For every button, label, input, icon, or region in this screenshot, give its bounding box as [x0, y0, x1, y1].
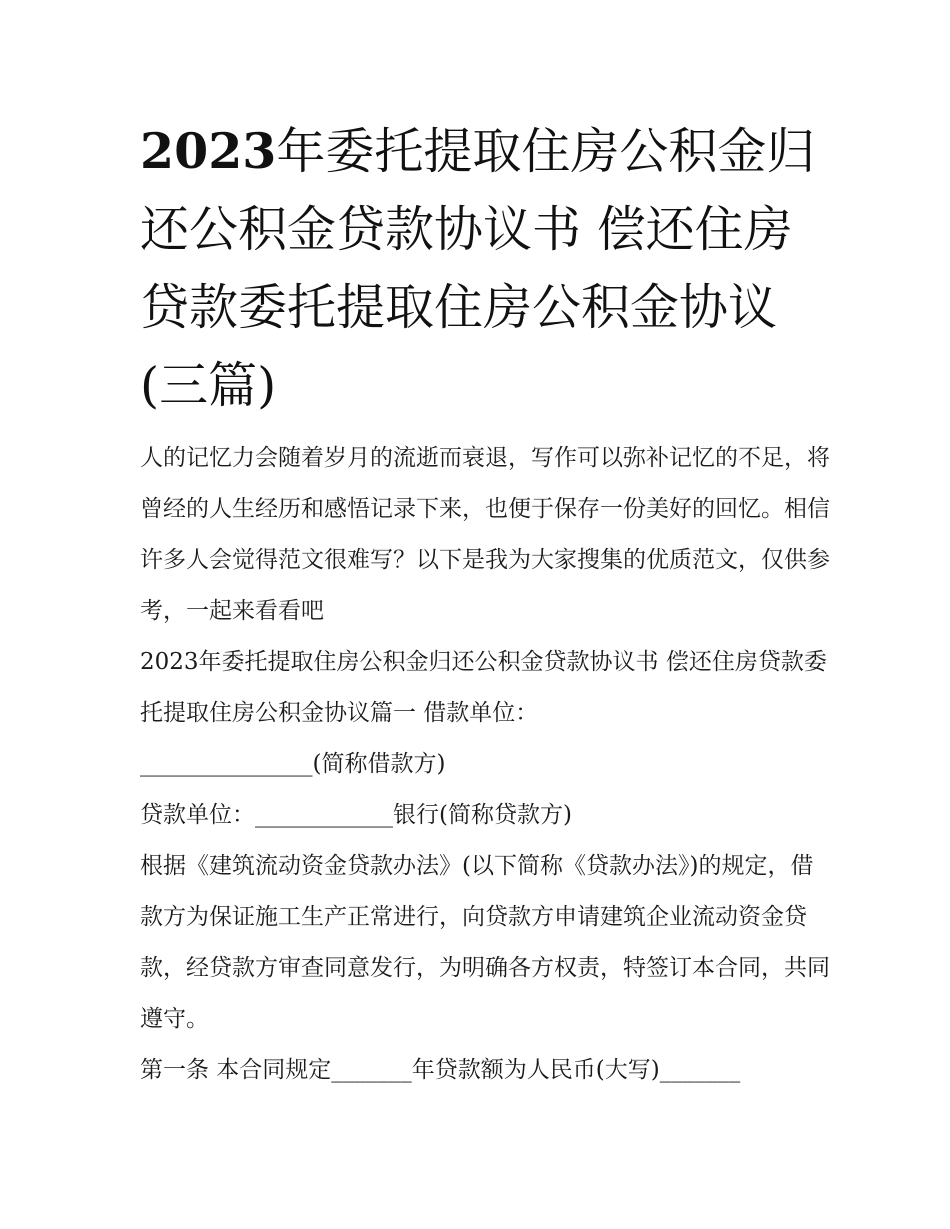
article-one-paragraph: 第一条 本合同规定_______年贷款额为人民币(大写)_______ [140, 1057, 741, 1083]
document-body [140, 433, 830, 1096]
basis-paragraph: 根据《建筑流动资金贷款办法》(以下简称《贷款办法》)的规定，借款方为保证施工生产正常进行，向贷款方申请建筑企业流动资金贷款，经贷款方审查同意发行，为明确各方权责，特签订本合同，共同遵守。 [140, 853, 830, 1032]
lender-line: 贷款单位：____________银行(简称贷款方) [140, 802, 572, 828]
title-text: 年委托提取住房公积金归还公积金贷款协议书 偿还住房贷款委托提取住房公积金协议(三篇) [140, 123, 816, 414]
section-heading-paragraph: 2023年委托提取住房公积金归还公积金贷款协议书 偿还住房贷款委托提取住房公积金协议篇一 借款单位： [140, 649, 827, 726]
title-year: 2023 [140, 122, 277, 180]
intro-paragraph: 人的记忆力会随着岁月的流逝而衰退，写作可以弥补记忆的不足，将曾经的人生经历和感悟记录下来，也便于保存一份美好的回忆。相信许多人会觉得范文很难写？以下是我为大家搜集的优质范文，仅供参考，一起来看看吧 [140, 445, 830, 624]
document-title [140, 112, 820, 425]
borrower-line: _______________(简称借款方) [140, 751, 446, 777]
